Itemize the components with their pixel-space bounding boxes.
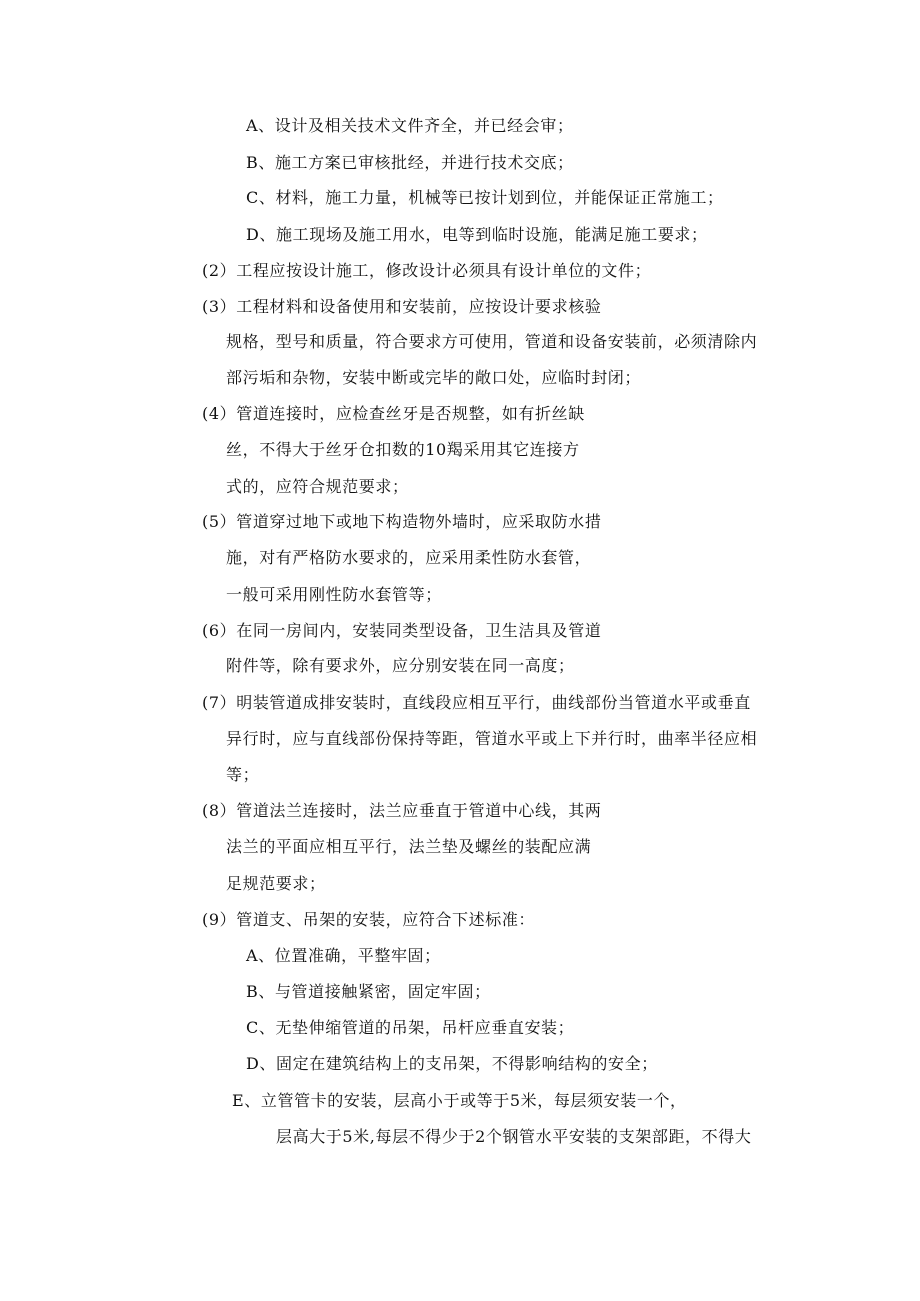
text-line: 式的，应符合规范要求； [226,477,409,496]
text-line: (7）明装管道成排安装时，直线段应相互平行，曲线部份当管道水平或垂直 [202,693,751,712]
text-line: 附件等，除有要求外，应分别安装在同一高度； [226,656,575,675]
text-line: B、与管道接触紧密，固定牢固； [246,982,491,1001]
text-line: (6）在同一房间内，安装同类型设备，卫生洁具及管道 [202,621,602,640]
text-line: (3）工程材料和设备使用和安装前，应按设计要求核验 [202,297,602,316]
text-line: 规格，型号和质量，符合要求方可使用，管道和设备安装前，必须清除内 [226,332,758,351]
text-line: 足规范要求； [226,874,326,893]
text-line: (2）工程应按设计施工，修改设计必须具有设计单位的文件； [202,261,652,280]
text-line: B、施工方案已审核批经，并进行技术交底； [246,153,574,172]
text-line: (5）管道穿过地下或地下构造物外墙时，应采取防水措 [202,512,602,531]
text-line: E、立管管卡的安装，层高小于或等于5米，每层须安装一个， [232,1091,687,1110]
text-line: C、材料，施工力量，机械等已按计划到位，并能保证正常施工； [246,188,724,207]
text-line: D、固定在建筑结构上的支吊架，不得影响结构的安全； [246,1054,658,1073]
text-line: 等； [226,765,260,784]
text-line: 施，对有严格防水要求的，应采用柔性防水套管， [226,548,592,567]
text-line: A、位置准确，平整牢固； [246,946,441,965]
text-line: 部污垢和杂物，安装中断或完毕的敞口处，应临时封闭； [226,368,642,387]
text-line: 一般可采用刚性防水套管等； [226,585,442,604]
text-line: (9）管道支、吊架的安装，应符合下述标准： [202,910,536,929]
text-line: D、施工现场及施工用水，电等到临时设施，能满足施工要求； [246,225,708,244]
text-line: 丝，不得大于丝牙仓扣数的10羯采用其它连接方 [226,440,580,459]
text-line: (8）管道法兰连接时，法兰应垂直于管道中心线，其两 [202,801,602,820]
text-line: 法兰的平面应相互平行，法兰垫及螺丝的装配应满 [226,837,592,856]
text-line: 层高大于5米,每层不得少于2个钢管水平安装的支架部距，不得大 [276,1127,752,1146]
text-line: (4）管道连接时，应检查丝牙是否规整，如有折丝缺 [202,404,585,423]
text-line: C、无垫伸缩管道的吊架，吊杆应垂直安装； [246,1018,575,1037]
text-line: 异行时，应与直线部份保持等距，管道水平或上下并行时，曲率半径应相 [226,729,758,748]
text-line: A、设计及相关技术文件齐全，并已经会审； [246,116,574,135]
